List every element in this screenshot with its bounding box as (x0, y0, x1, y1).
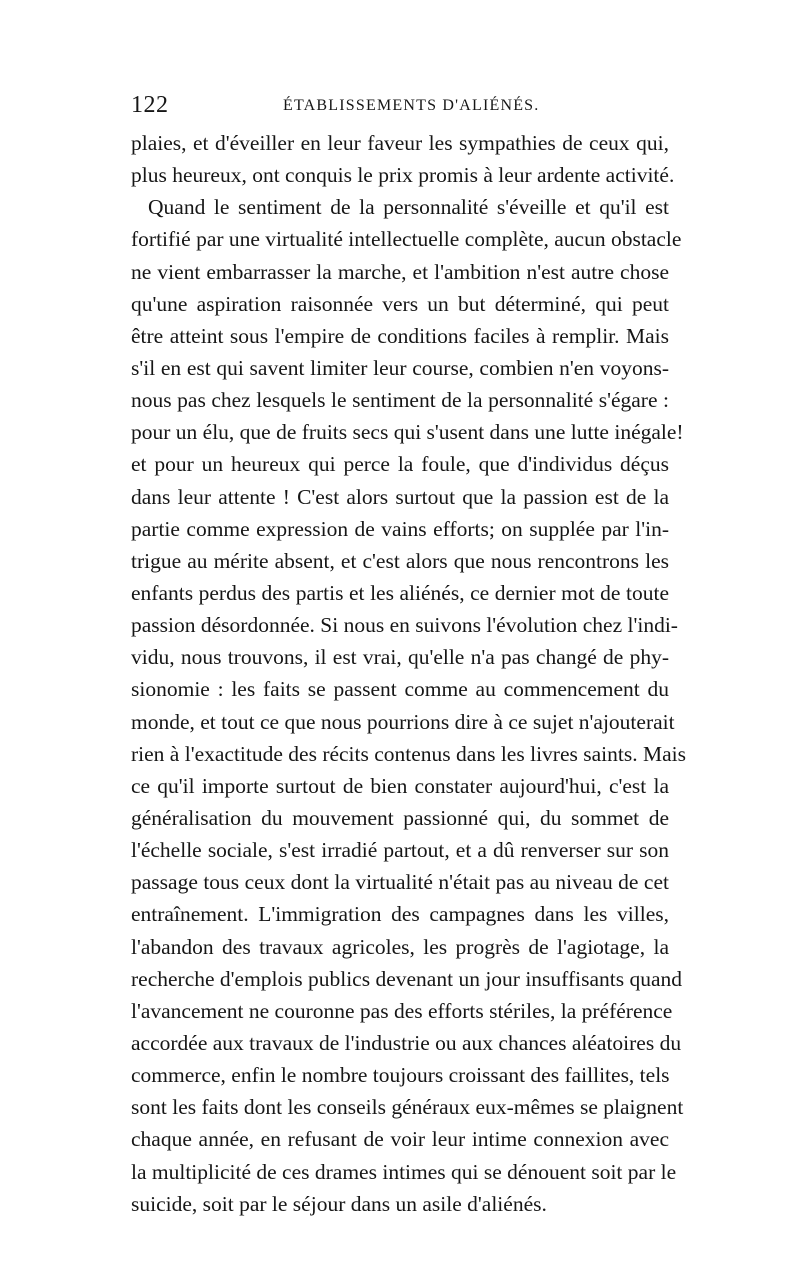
text-line: s'il en est qui savent limiter leur course, combien n'en voyons- (131, 355, 669, 380)
text-line: vidu, nous trouvons, il est vrai, qu'elle n'a pas changé de phy- (131, 645, 669, 670)
text-line: monde, et tout ce que nous pourrions dire à ce sujet n'ajouterait (131, 709, 675, 734)
text-line: entraînement. L'immigration des campagnes dans les villes, (131, 902, 669, 927)
text-line: généralisation du mouvement passionné qui, du sommet de (131, 805, 669, 830)
text-line: commerce, enfin le nombre toujours croissant des faillites, tels (131, 1063, 670, 1088)
text-line: rien à l'exactitude des récits contenus dans les livres saints. Mais (131, 741, 686, 766)
text-line: ne vient embarrasser la marche, et l'ambition n'est autre chose (131, 259, 669, 284)
text-line: sont les faits dont les conseils généraux eux-mêmes se plaignent (131, 1095, 684, 1120)
running-head (131, 90, 669, 120)
text-line: trigue au mérite absent, et c'est alors que nous rencontrons les (131, 548, 669, 573)
final-text-line: suicide, soit par le séjour dans un asile d'aliénés. (131, 1191, 547, 1216)
text-line: dans leur attente ! C'est alors surtout que la passion est de la (131, 484, 669, 509)
text-line: pour un élu, que de fruits secs qui s'usent dans une lutte inégale! (131, 420, 684, 445)
text-line: l'avancement ne couronne pas des efforts stériles, la préférence (131, 998, 673, 1023)
text-line: accordée aux travaux de l'industrie ou aux chances aléatoires du (131, 1030, 682, 1055)
paragraph-start-line: Quand le sentiment de la personnalité s'éveille et qu'il est (148, 195, 669, 220)
text-line: plus heureux, ont conquis le prix promis à leur ardente activité. (131, 163, 675, 188)
running-title: ÉTABLISSEMENTS D'ALIÉNÉS. (283, 97, 540, 114)
text-line: et pour un heureux qui perce la foule, que d'individus déçus (131, 452, 669, 477)
text-line: l'abandon des travaux agricoles, les progrès de l'agiotage, la (131, 934, 669, 959)
text-line: enfants perdus des partis et les aliénés, ce dernier mot de toute (131, 580, 669, 605)
text-line: plaies, et d'éveiller en leur faveur les sympathies de ceux qui, (131, 131, 669, 155)
text-line: ce qu'il importe surtout de bien constater aujourd'hui, c'est la (131, 773, 669, 798)
text-line: recherche d'emplois publics devenant un jour insuffisants quand (131, 966, 682, 991)
text-line: passion désordonnée. Si nous en suivons l'évolution chez l'indi- (131, 613, 678, 638)
text-line: l'échelle sociale, s'est irradié partout, et a dû renverser sur son (131, 838, 669, 863)
text-line: être atteint sous l'empire de conditions faciles à remplir. Mais (131, 323, 669, 348)
page-number: 122 (131, 92, 169, 118)
text-line: partie comme expression de vains efforts; on supplée par l'in- (131, 516, 669, 541)
body-text (131, 127, 686, 1220)
text-line: la multiplicité de ces drames intimes qui se dénouent soit par le (131, 1159, 677, 1184)
text-line: fortifié par une virtualité intellectuelle complète, aucun obstacle (131, 227, 682, 252)
text-line: sionomie : les faits se passent comme au commencement du (131, 677, 669, 702)
text-line: chaque année, en refusant de voir leur intime connexion avec (131, 1127, 669, 1152)
text-line: passage tous ceux dont la virtualité n'était pas au niveau de cet (131, 870, 669, 895)
text-line: qu'une aspiration raisonnée vers un but déterminé, qui peut (131, 291, 669, 316)
text-line: nous pas chez lesquels le sentiment de la personnalité s'égare : (131, 388, 669, 413)
